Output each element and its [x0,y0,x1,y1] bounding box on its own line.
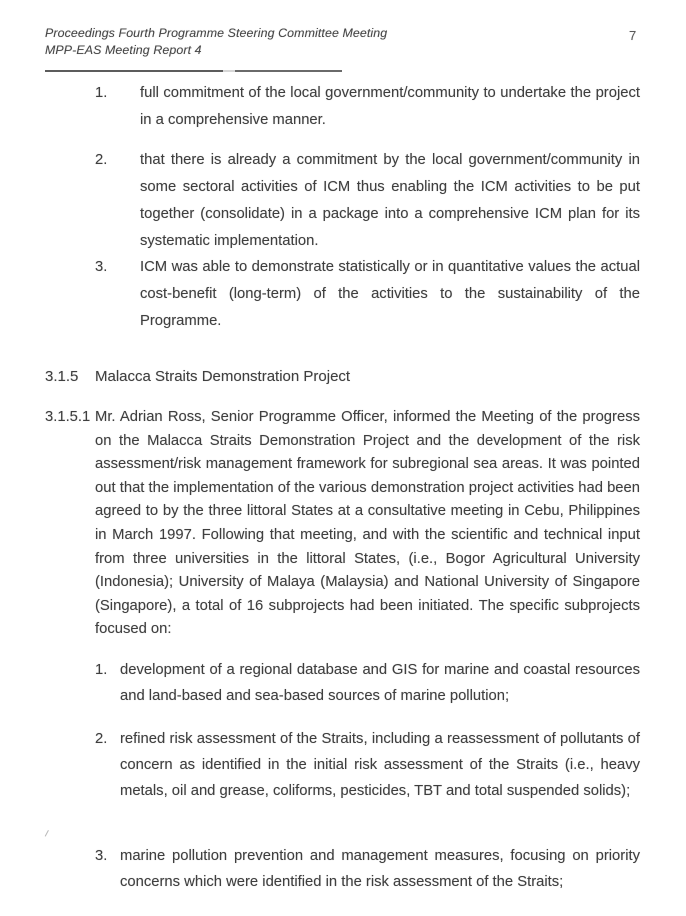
list-item-2 [95,147,640,255]
sub-list-item-2 [95,726,640,804]
scan-artifact-mark [45,830,54,839]
page-number: 7 [629,28,637,43]
list-item-number: 2. [95,731,108,747]
section-paragraph [45,406,640,642]
list-item-number: 3. [95,848,108,864]
list-item-3 [95,254,640,335]
list-item-number: 1. [95,85,108,101]
list-item-number: 3. [95,259,108,275]
sub-list-item-3 [95,843,640,895]
list-item-text: that there is already a commitment by the local government/community in some sectoral activities of ICM thus enabling the ICM activities to be put together (consolidate) in a package into a comprehensive ICM plan for its systematic implementation. [140,152,640,249]
list-item-number: 1. [95,662,108,678]
header-subtitle: MPP-EAS Meeting Report 4 [45,43,202,57]
list-item-number: 2. [95,152,108,168]
list-item-text: full commitment of the local government/community to undertake the project in a comprehensive manner. [140,85,640,128]
list-item-text: marine pollution prevention and management measures, focusing on priority concerns which were identified in the risk assessment of the Straits; [120,848,640,890]
section-heading [45,366,640,388]
paragraph-text: Mr. Adrian Ross, Senior Programme Officer, informed the Meeting of the progress on the Malacca Straits Demonstration Project and the development of the risk assessment/risk management framework for subregional sea areas. It was pointed out that the implementation of the various demonstration project activities had been agreed to by the three littoral States at a consultative meeting in Cebu, Philippines in March 1997. Following that meeting, and with the scientific and technical input from three universities in the littoral States, (i.e., Bogor Agricultural University (Indonesia); University of Malaya (Malaysia) and National University of Singapore (Singapore), a total of 16 subprojects had been initiated. The specific subprojects focused on: [95,409,640,638]
header-title: Proceedings Fourth Programme Steering Committee Meeting [45,26,388,40]
paragraph-number: 3.1.5.1 [45,409,91,425]
list-item-text: ICM was able to demonstrate statistically or in quantitative values the actual cost-benefit (long-term) of the activities to the sustainability of the Programme. [140,259,640,329]
section-number: 3.1.5 [45,368,79,385]
header-divider-line [45,70,342,72]
page-header [45,25,387,59]
list-item-1 [95,80,640,134]
section-title: Malacca Straits Demonstration Project [95,368,351,385]
list-item-text: refined risk assessment of the Straits, including a reassessment of pollutants of concern as identified in the initial risk assessment of the Straits (i.e., heavy metals, oil and grease, coliforms, pesticides, TBT and total suspended solids); [120,731,640,799]
list-item-text: development of a regional database and GIS for marine and coastal resources and land-based and sea-based sources of marine pollution; [120,662,640,704]
sub-list-item-1 [95,657,640,709]
